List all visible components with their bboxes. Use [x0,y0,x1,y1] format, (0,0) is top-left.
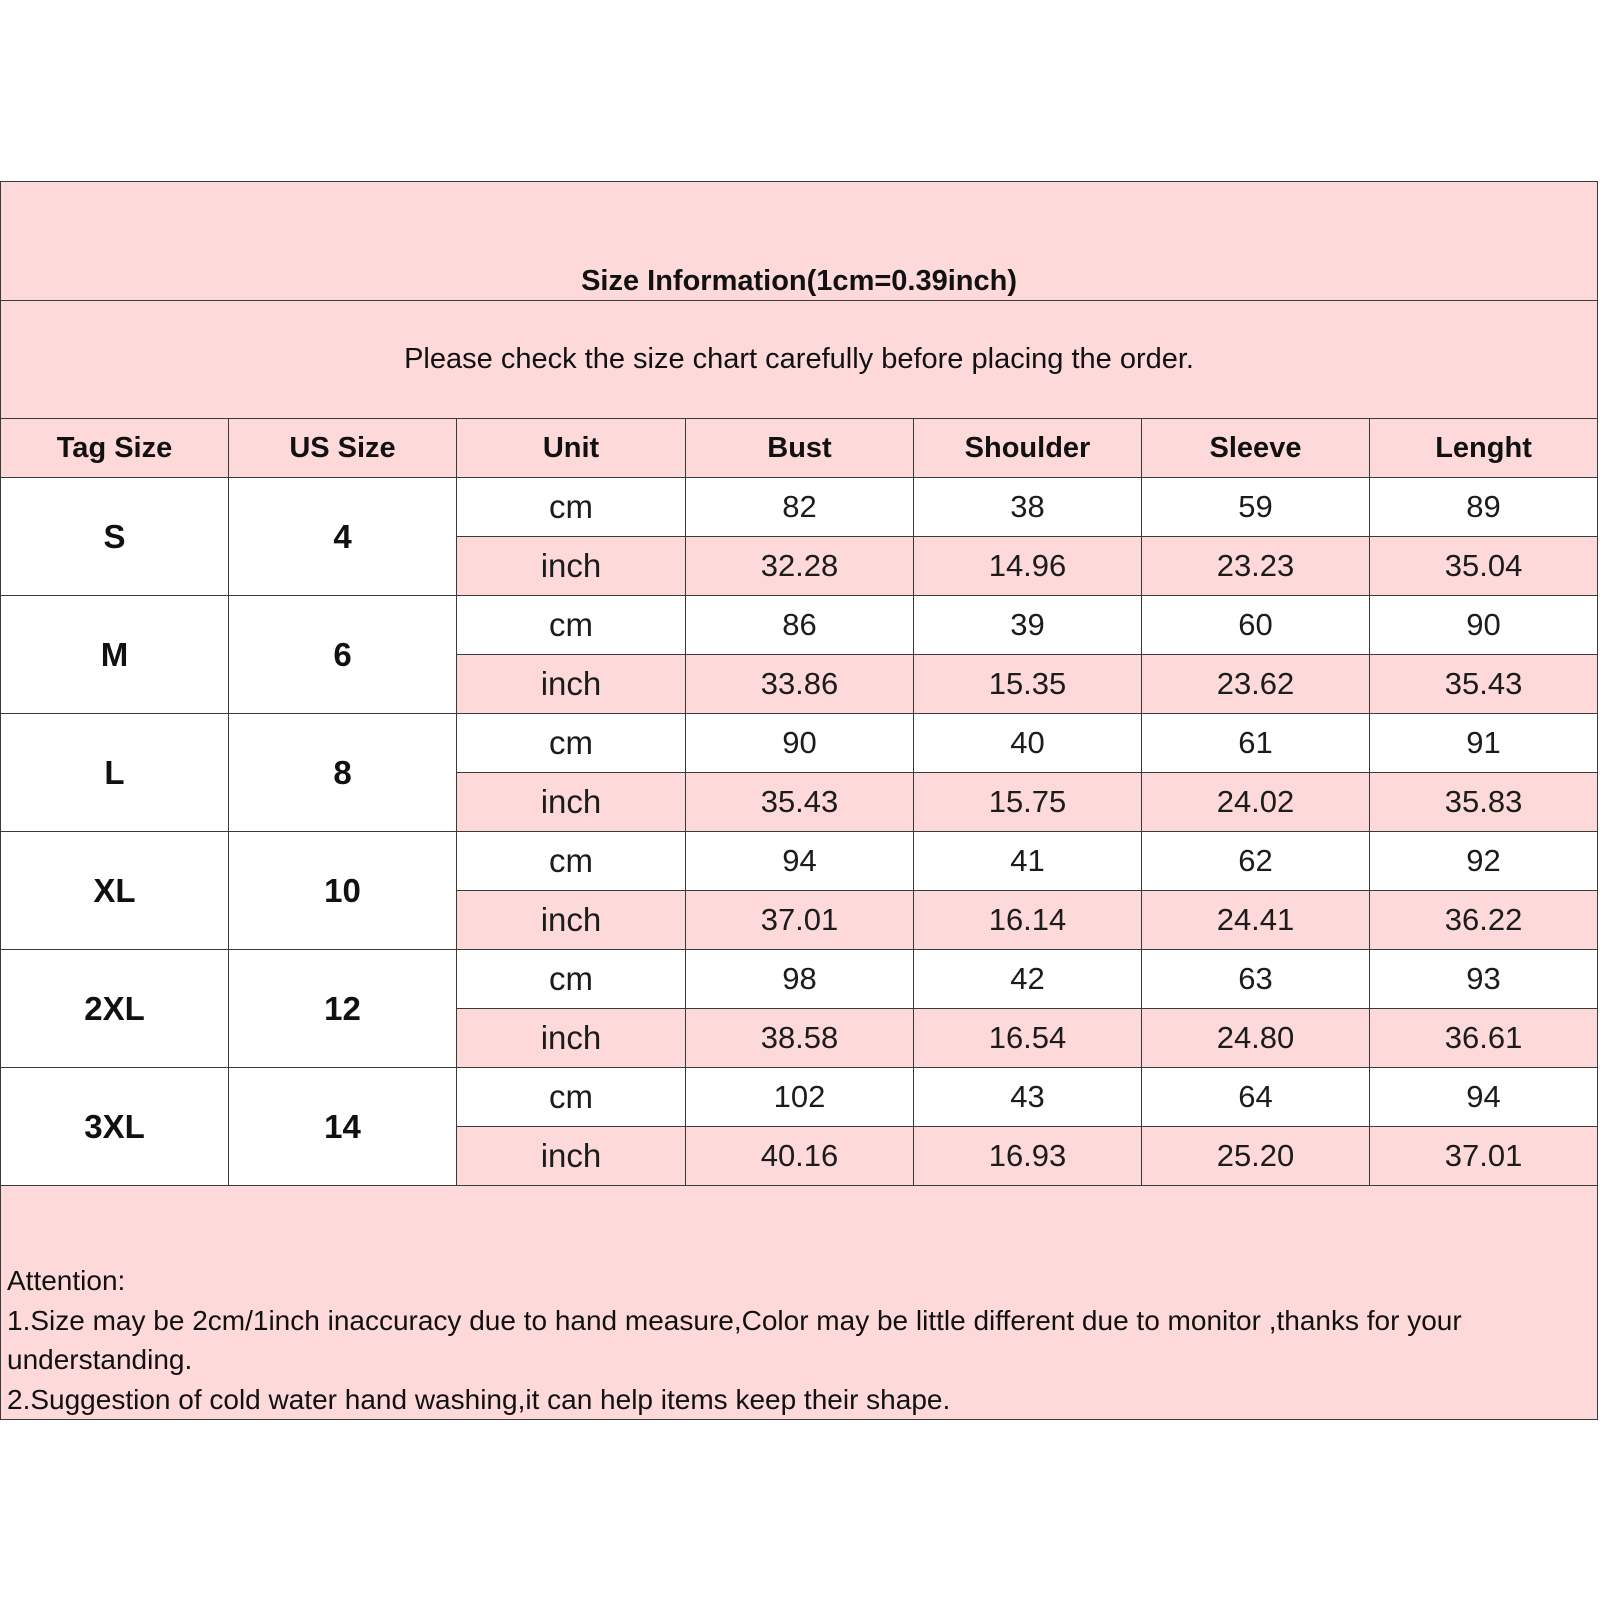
unit-cm-cell: cm [457,1068,686,1127]
size-row-cm [1,714,1598,773]
length-cm-value: 94 [1370,1068,1598,1127]
bust-inch-value: 37.01 [686,891,914,950]
size-row-cm [1,950,1598,1009]
unit-inch-cell: inch [457,773,686,832]
unit-inch-cell: inch [457,1127,686,1186]
size-row-cm [1,478,1598,537]
length-inch-value: 35.43 [1370,655,1598,714]
length-cm-value: 89 [1370,478,1598,537]
attention-note-1: 1.Size may be 2cm/1inch inaccuracy due to hand measure,Color may be little different due to monitor ,thanks for your understanding. [7,1304,1462,1375]
shoulder-cm-value: 38 [914,478,1142,537]
sleeve-cm-value: 64 [1142,1068,1370,1127]
bust-cm-value: 102 [686,1068,914,1127]
attention-note-2: 2.Suggestion of cold water hand washing,it can help items keep their shape. [7,1383,951,1415]
header-length: Lenght [1370,419,1598,478]
header-row [1,419,1598,478]
shoulder-cm-value: 40 [914,714,1142,773]
shoulder-cm-value: 43 [914,1068,1142,1127]
bust-inch-value: 33.86 [686,655,914,714]
length-cm-value: 90 [1370,596,1598,655]
length-inch-value: 37.01 [1370,1127,1598,1186]
sleeve-inch-value: 24.80 [1142,1009,1370,1068]
length-inch-value: 35.04 [1370,537,1598,596]
unit-cm-cell: cm [457,714,686,773]
length-inch-value: 36.61 [1370,1009,1598,1068]
size-row-cm [1,596,1598,655]
chart-subtitle: Please check the size chart carefully before placing the order. [1,301,1598,419]
chart-title: Size Information(1cm=0.39inch) [1,182,1598,301]
unit-inch-cell: inch [457,1009,686,1068]
bust-inch-value: 40.16 [686,1127,914,1186]
unit-cm-cell: cm [457,596,686,655]
bust-inch-value: 32.28 [686,537,914,596]
shoulder-inch-value: 16.54 [914,1009,1142,1068]
us-size-cell: 10 [229,832,457,950]
length-inch-value: 36.22 [1370,891,1598,950]
unit-inch-cell: inch [457,891,686,950]
bust-cm-value: 82 [686,478,914,537]
tag-size-cell: XL [1,832,229,950]
shoulder-inch-value: 15.35 [914,655,1142,714]
shoulder-inch-value: 16.14 [914,891,1142,950]
header-us-size: US Size [229,419,457,478]
length-inch-value: 35.83 [1370,773,1598,832]
sleeve-cm-value: 59 [1142,478,1370,537]
length-cm-value: 91 [1370,714,1598,773]
header-bust: Bust [686,419,914,478]
size-chart-table [0,181,1598,1420]
header-shoulder: Shoulder [914,419,1142,478]
size-row-cm [1,1068,1598,1127]
length-cm-value: 92 [1370,832,1598,891]
attention-heading: Attention: [7,1265,126,1296]
shoulder-inch-value: 15.75 [914,773,1142,832]
header-sleeve: Sleeve [1142,419,1370,478]
us-size-cell: 4 [229,478,457,596]
sleeve-cm-value: 60 [1142,596,1370,655]
us-size-cell: 14 [229,1068,457,1186]
size-row-cm [1,832,1598,891]
shoulder-inch-value: 14.96 [914,537,1142,596]
attention-notes [1,1186,1598,1420]
sleeve-inch-value: 24.41 [1142,891,1370,950]
shoulder-cm-value: 42 [914,950,1142,1009]
sleeve-cm-value: 62 [1142,832,1370,891]
sleeve-cm-value: 61 [1142,714,1370,773]
unit-cm-cell: cm [457,950,686,1009]
us-size-cell: 8 [229,714,457,832]
unit-cm-cell: cm [457,478,686,537]
sleeve-inch-value: 23.62 [1142,655,1370,714]
shoulder-inch-value: 16.93 [914,1127,1142,1186]
us-size-cell: 12 [229,950,457,1068]
header-unit: Unit [457,419,686,478]
sleeve-inch-value: 25.20 [1142,1127,1370,1186]
bust-inch-value: 38.58 [686,1009,914,1068]
bust-cm-value: 86 [686,596,914,655]
tag-size-cell: S [1,478,229,596]
bust-cm-value: 90 [686,714,914,773]
shoulder-cm-value: 39 [914,596,1142,655]
us-size-cell: 6 [229,596,457,714]
tag-size-cell: L [1,714,229,832]
sleeve-inch-value: 24.02 [1142,773,1370,832]
bust-cm-value: 98 [686,950,914,1009]
tag-size-cell: M [1,596,229,714]
shoulder-cm-value: 41 [914,832,1142,891]
bust-inch-value: 35.43 [686,773,914,832]
bust-cm-value: 94 [686,832,914,891]
sleeve-inch-value: 23.23 [1142,537,1370,596]
tag-size-cell: 3XL [1,1068,229,1186]
header-tag-size: Tag Size [1,419,229,478]
unit-inch-cell: inch [457,655,686,714]
unit-inch-cell: inch [457,537,686,596]
tag-size-cell: 2XL [1,950,229,1068]
sleeve-cm-value: 63 [1142,950,1370,1009]
length-cm-value: 93 [1370,950,1598,1009]
unit-cm-cell: cm [457,832,686,891]
